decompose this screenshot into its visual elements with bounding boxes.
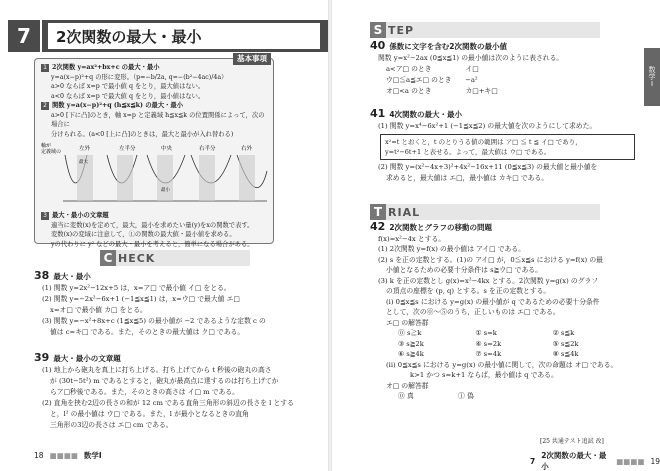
parabola-graphs <box>41 141 267 209</box>
left-page-number: 18 <box>34 451 44 460</box>
left-footer-subject: 数学Ⅰ <box>83 451 102 460</box>
problem-41-title: 4次関数の最大・最小 <box>389 110 463 119</box>
problem-38-3b: 値は c=キ□ である。また，そのときの最大値は ク□ である。 <box>50 328 245 336</box>
problem-38-title: 最大・最小 <box>53 272 91 281</box>
choice-1[interactable]: ① s=k <box>475 329 497 337</box>
problem-39-2b: と，l² の最小値は ウ□ である。また，l が最小となるときの直角 <box>50 410 249 418</box>
problem-42 <box>370 222 650 402</box>
choice-2[interactable]: ② s≦k <box>552 329 575 337</box>
right-footer-chapter-num: 7 <box>530 456 536 466</box>
basics-item2-title: 関数 y=a(x−p)²+q (h≦x≦k) の最大・最小 <box>52 102 184 109</box>
number-square-icon: 2 <box>41 102 49 110</box>
basics-item3-c: yの代わりに y² などの最大・最小を考えると，簡単になる場合がある。 <box>51 240 254 248</box>
problem-38-2b: x=オ□ で最小値 カ□ をとる。 <box>50 306 147 314</box>
choice-7[interactable]: ⑦ s=4k <box>475 350 502 358</box>
choice-8[interactable]: ⑧ s≦4k <box>552 350 579 358</box>
footer-dots: ■■■■ <box>49 451 78 460</box>
chapter-title: 2次関数の最大・最小 <box>48 23 320 49</box>
right-footer-title: 2次関数の最大・最小 <box>541 451 607 471</box>
graph-label-axis: 軸が <box>41 143 52 149</box>
chapter-number: 7 <box>8 20 42 52</box>
choice-6[interactable]: ⑥ s≧4k <box>398 350 424 358</box>
problem-38-3a: (3) 関数 y=−x²+8x+c (1≦x≦5) の最小値が −2 であるような定数 c の <box>42 317 266 325</box>
problem-41-boxed <box>380 134 635 160</box>
problem-42-ii2: k>1 かつ s=k+1 ならば，最小値は q である。 <box>410 371 558 379</box>
problem-41-2a: (2) 関数 y=(x²−4x+3)²+4x²−16x+11 (0≦x≦3) の最大値と最小値を <box>378 163 598 171</box>
number-square-icon: 1 <box>41 64 49 72</box>
problem-42-title: 2次関数とグラフの移動の問題 <box>389 223 493 232</box>
trial-header <box>370 204 600 220</box>
basics-item3-title: 最大・最小の文章題 <box>52 212 109 219</box>
chapter-title-bar <box>8 20 328 52</box>
choice-false[interactable]: ① 偽 <box>458 392 474 400</box>
basics-item1-title: 2次関数 y=ax²+bx+c の最大・最小 <box>52 64 160 71</box>
problem-38-number: 38 <box>34 269 50 282</box>
problem-42-3b: の頂点の座標を (p, q) とする。s を正の定数とする。 <box>386 287 551 295</box>
problem-41-number: 41 <box>370 107 386 120</box>
basics-item2-line2: 分けられる。(a<0 [上に凸]のときは，最大と最小が入れ替わる) <box>51 130 234 138</box>
problem-41-2b: 求めると，最大値は エ□，最小値は カキ□ である。 <box>386 174 549 182</box>
problem-40 <box>370 40 640 97</box>
graph-label-left-out: 左外 <box>79 146 91 152</box>
problem-38-2a: (2) 関数 y=−2x²−6x+1 (−1≦x≦1) は，x=ウ□ で最大値 エ□ <box>42 295 240 303</box>
side-tab: 数学Ⅰ <box>644 48 660 106</box>
graph-label-right-half: 右半分 <box>199 146 216 152</box>
choice-true[interactable]: ⓪ 真 <box>398 392 414 400</box>
choice-3[interactable]: ③ s≧2k <box>398 339 424 348</box>
problem-39-1a: (1) 地上から砲丸を真上に打ち上げる。打ち上げてから t 秒後の砲丸の高さ <box>42 366 272 374</box>
trial-letter: T <box>370 204 386 220</box>
check-header <box>100 250 250 266</box>
graph-label-domain: 定義域の <box>41 149 62 155</box>
problem-40-line: 関数 y=x²−2ax (0≦x≦1) の最小値は次のように表される。 <box>378 54 564 62</box>
choice-4[interactable]: ④ s=2k <box>475 339 502 348</box>
problem-41-box-line1: x²=t とおくと，t のとりうる値の範囲は ア□ ≦ t ≦ イ□ であり， <box>385 138 582 146</box>
problem-41-1: (1) 関数 y=x⁴−6x²+1 (−1≦x≦2) の最大値を次のようにして求めた。 <box>378 122 597 130</box>
basics-item2-line1: a>0 [下に凸]のとき，軸 x=p と定義域 h≦x≦k の位置関係によって，次の場合に <box>51 111 265 128</box>
step-header <box>370 22 600 38</box>
number-square-icon: 3 <box>41 212 49 220</box>
problem-42-ii1: (ii) 0≦x≦s における y=g(x) の最小値に関して，次の命題は オ□ である。 <box>386 360 618 369</box>
problem-39-2c: 三角形の3辺の長さは エ□ cm である。 <box>50 421 173 429</box>
problem-40-row3: オ□<a のとき カ□+キ□ <box>386 87 498 95</box>
problem-42-answer-group: エ□ の解答群 <box>386 318 429 327</box>
check-letter: C <box>100 250 116 266</box>
problem-39-1c: らア□秒後である。また，そのときの高さは イ□ m である。 <box>50 388 239 396</box>
problem-41 <box>370 108 645 184</box>
right-page-number: 19 <box>650 456 660 466</box>
problem-42-2b: 小値となるための必要十分条件は s≧ウ□ である。 <box>386 266 542 274</box>
choice-5[interactable]: ⑤ s≦2k <box>552 339 579 348</box>
right-page <box>330 0 660 471</box>
problem-39-number: 39 <box>34 351 50 364</box>
problem-42-i1: (i) 0≦x≦s における y=g(x) の最小値が q であるための必要十分条件 <box>386 297 600 306</box>
problem-42-intro: f(x)=x²−4x とする。 <box>378 234 446 243</box>
basics-item3-b: 変数(x)の変域に注意して，①の関数の最大値・最小値を求める。 <box>51 231 236 238</box>
left-footer <box>34 450 102 461</box>
choice-0[interactable]: ⓪ s≧k <box>398 329 422 337</box>
footer-dots: ■■■■ <box>616 456 645 466</box>
problem-39 <box>34 352 324 431</box>
problem-42-answer-group2: オ□ の解答群 <box>386 381 429 390</box>
graph-label-center: 中央 <box>161 146 173 152</box>
graph-label-right-out: 右外 <box>241 146 253 152</box>
graph-max-label: 最大 <box>79 160 88 165</box>
basics-item1-a: a>0 ならば x=p で最小値 q をとり，最大値はない。 <box>51 83 205 90</box>
problem-42-i2: として，次の⓪〜⑤のうち，正しいものは エ□ である。 <box>386 308 560 316</box>
problem-39-1b: が (30t−5t²) m であるとすると，砲丸が最高点に達するのは打ち上げてか <box>50 377 279 385</box>
problem-40-row1: a<ア□ のとき イ□ <box>386 65 479 73</box>
step-letter: S <box>370 22 386 38</box>
parabola-graphs-svg <box>41 141 269 209</box>
problem-42-choices <box>370 328 630 360</box>
domain-band-2 <box>117 155 133 201</box>
domain-band-3 <box>157 155 173 201</box>
graph-label-left-half: 左半分 <box>119 146 136 152</box>
basics-tag: 基本事項 <box>233 53 271 65</box>
problem-39-2a: (2) 直角を挟む2辺の長さの和が 12 cm である直角三角形の斜辺の長さを l とする <box>42 399 294 407</box>
problem-38-1: (1) 関数 y=2x²−12x+5 は，x=ア□ で最小値 イ□ をとる。 <box>42 284 231 292</box>
check-rest: HECK <box>118 251 156 265</box>
basics-box <box>34 54 274 248</box>
problem-42-1: (1) 2次関数 y=f(x) の最小値は アイ□ である。 <box>378 245 525 253</box>
problem-39-title: 最大・最小の文章題 <box>53 354 121 363</box>
right-footer <box>530 450 660 471</box>
problem-41-box-line2: y=t²−6t+1 と表せる。よって，最大値は ウ□ である。 <box>385 148 551 156</box>
problem-42-choices2 <box>370 391 630 402</box>
trial-rest: RIAL <box>388 205 421 219</box>
problem-40-title: 係数に文字を含む2次関数の最小値 <box>389 42 508 51</box>
basics-item1-line: y=a(x−p)²+q の形に変形。（p=−b/2a, q=−(b²−4ac)/4a） <box>51 73 228 81</box>
basics-item3-a: 適当に変数(x)を定めて，最大，最小を求めたい量(y)をxの関数で表す。 <box>51 221 254 229</box>
domain-band-4 <box>199 155 215 201</box>
problem-42-number: 42 <box>370 220 386 233</box>
problem-40-number: 40 <box>370 39 386 52</box>
problem-42-source: [25 共通テスト追試 改] <box>540 438 604 445</box>
basics-item1-b: a<0 ならば x=p で最大値 q をとり，最小値はない。 <box>51 92 205 100</box>
problem-42-3a: (3) k を正の定数とし g(x)=x²−4kx とする。2次関数 y=g(x) のグラフ <box>378 276 599 285</box>
problem-42-2a: (2) s を正の定数とする。(1)の アイ□ が，0≦x≦s における y=f(x) の最 <box>378 255 603 264</box>
problem-38 <box>34 270 324 338</box>
problem-40-row2: ウ□≦a≦エ□ のとき −a² <box>386 76 478 84</box>
graph-min-label: 最小 <box>161 188 170 193</box>
domain-band-5 <box>239 155 255 201</box>
step-rest: TEP <box>388 23 415 37</box>
